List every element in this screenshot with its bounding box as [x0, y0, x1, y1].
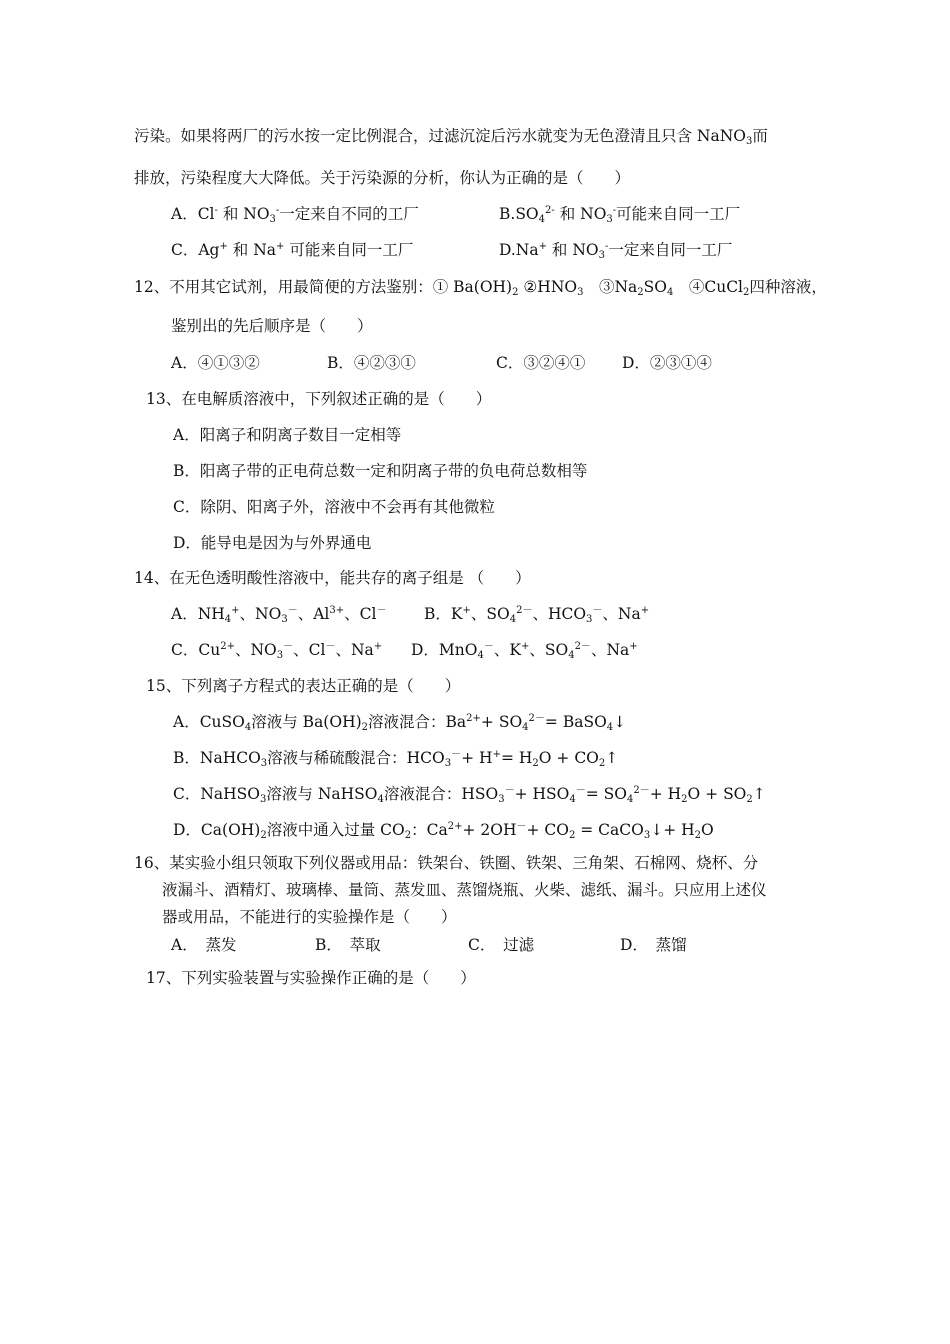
q15-option-b: B．NaHCO$_3$溶液与稀硫酸混合：$HCO_3^-+ H^+= H_2O$ + $CO_2↑$ — [173, 749, 619, 769]
intro-option-c: C．Ag+ 和 Na+ 可能来自同一工厂 — [171, 241, 414, 259]
q15-option-a: A．CuSO$_4$溶液与 $Ba(OH)_2$溶液混合：$Ba^{2+}+ SO_4^{2-}=$ BaSO$_4$↓ — [173, 713, 627, 733]
q15-stem: 15、下列离子方程式的表达正确的是（ ） — [146, 677, 461, 695]
q12-option-b: B．④②③① — [327, 354, 416, 372]
q14-stem: 14、在无色透明酸性溶液中，能共存的离子组是 （ ） — [134, 569, 531, 587]
q12-option-c: C．③②④① — [496, 354, 586, 372]
q15-option-d: D．$Ca(OH)_2$溶液中通入过量 $CO_2$：$Ca^{2+}+ 2OH^-+ CO_2$ = CaCO$_3$↓+ $H_2O$ — [173, 821, 714, 841]
q15-option-c: C．NaHSO$_3$溶液与 NaHSO$_4$溶液混合：$HSO_3^-+ HSO_4^-= SO_4^{2-}+ H_2O$ + $SO_2↑$ — [173, 785, 766, 805]
q12-stem-line-2: 鉴别出的先后顺序是（ ） — [171, 317, 373, 335]
q16-option-b: B． 萃取 — [315, 936, 381, 954]
q16-option-a: A． 蒸发 — [171, 936, 237, 954]
intro-line-1: 污染。如果将两厂的污水按一定比例混合，过滤沉淀后污水就变为无色澄清且只含 NaNO$_3$而 — [134, 127, 768, 147]
q16-option-d: D． 蒸馏 — [620, 936, 687, 954]
q13-option-d: D．能导电是因为与外界通电 — [173, 534, 372, 552]
q17-stem: 17、下列实验装置与实验操作正确的是（ ） — [146, 969, 476, 987]
intro-option-a: A．Cl- 和 $NO_3^-$一定来自不同的工厂 — [171, 205, 419, 225]
q13-option-b: B．阳离子带的正电荷总数一定和阴离子带的负电荷总数相等 — [173, 462, 588, 480]
intro-line-2: 排放，污染程度大大降低。关于污染源的分析，你认为正确的是（ ） — [134, 169, 631, 187]
q12-stem-line-1: 12、不用其它试剂，用最简便的方法鉴别：① $Ba(OH)_2$ $②HNO_3$ $③Na_2SO_4$ ④CuCl$_2$四种溶液， — [134, 278, 827, 298]
q16-stem-line-2: 液漏斗、酒精灯、玻璃棒、量筒、蒸发皿、蒸馏烧瓶、火柴、滤纸、漏斗。只应用上述仪 — [162, 881, 767, 899]
q13-stem: 13、在电解质溶液中，下列叙述正确的是（ ） — [146, 390, 492, 408]
q16-stem-line-1: 16、某实验小组只领取下列仪器或用品：铁架台、铁圈、铁架、三角架、石棉网、烧杯、分 — [134, 854, 759, 872]
q14-option-a: A．$NH_4^+$、$NO_3^-$、$Al^{3+}$、Cl－ — [171, 605, 387, 625]
q13-option-c: C．除阴、阳离子外，溶液中不会再有其他微粒 — [173, 498, 495, 516]
intro-option-d: D.Na+ 和 $NO_3^-$一定来自同一工厂 — [499, 241, 733, 261]
q12-option-d: D．②③①④ — [622, 354, 712, 372]
q16-stem-line-3: 器或用品，不能进行的实验操作是（ ） — [162, 908, 457, 926]
q14-option-d: D．MnO$_4$－、K+、$SO_4^{2-}$、Na+ — [411, 641, 638, 661]
intro-option-b: $B.SO_4^{2-}$ 和 $NO_3^-$可能来自同一工厂 — [499, 205, 741, 225]
q14-option-b: B．K+、$SO_4^{2-}$、$HCO_3^-$、Na+ — [424, 605, 650, 625]
q13-option-a: A．阳离子和阴离子数目一定相等 — [173, 426, 402, 444]
q14-option-c: C．$Cu^{2+}$、$NO_3^-$、Cl－、Na+ — [171, 641, 383, 661]
q12-option-a: A．④①③② — [171, 354, 260, 372]
q16-option-c: C． 过滤 — [468, 936, 535, 954]
